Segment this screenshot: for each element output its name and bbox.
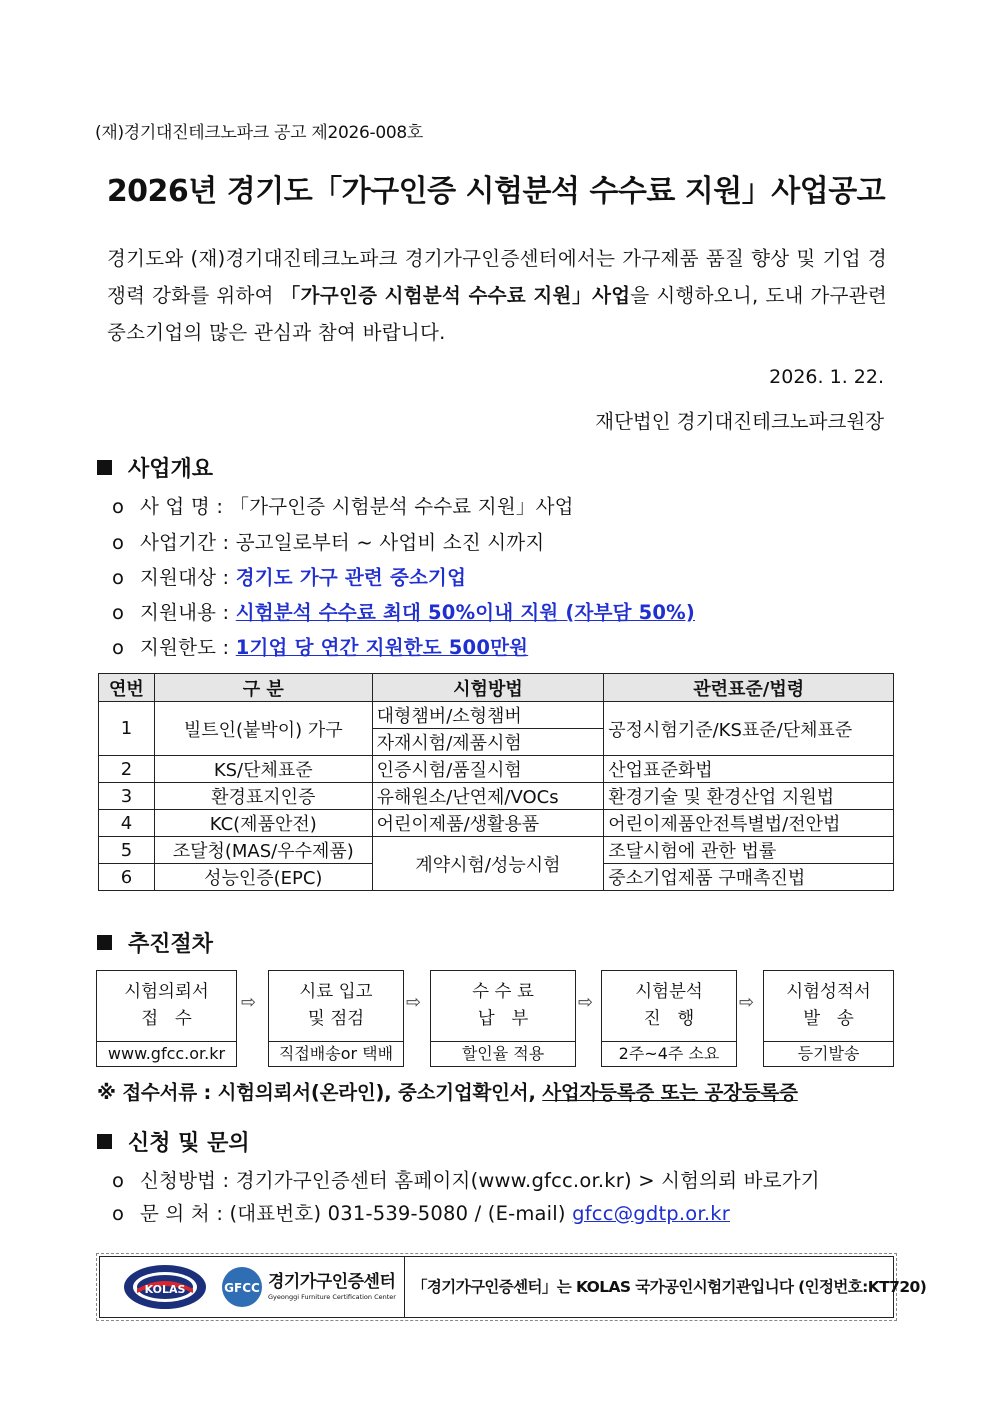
table-row: 1 빌트인(붙박이) 가구 대형챔버/소형챔버 공정시험기준/KS표준/단체표준 xyxy=(99,702,894,729)
arrow-right-icon: ⇨ xyxy=(406,992,422,1013)
footer-banner xyxy=(99,1256,927,1318)
notice-date: 2026. 1. 22. xyxy=(769,366,884,388)
footer-text: 「경기가구인증센터」는 KOLAS 국가공인시험기관입니다 (인정번호:KT720) xyxy=(412,1278,927,1296)
header-no: 연번 xyxy=(99,674,155,702)
required-documents-note: ※ 접수서류 : 시험의뢰서(온라인), 중소기업확인서, 사업자등록증 또는 공장등록증 xyxy=(97,1081,798,1104)
issuer: 재단법인 경기대진테크노파크원장 xyxy=(595,410,884,433)
table-row: 5 조달청(MAS/우수제품) 계약시험/성능시험 조달시험에 관한 법률 xyxy=(99,837,894,864)
page-title: 2026년 경기도「가구인증 시험분석 수수료 지원」사업공고 xyxy=(106,174,886,209)
intro-paragraph xyxy=(107,240,887,351)
target-value: 경기도 가구 관련 중소기업 xyxy=(235,566,467,589)
section-process-title: 추진절차 xyxy=(97,927,213,958)
header-category: 구 분 xyxy=(154,674,372,702)
process-step-3: 수 수 료 납 부 할인율 적용 xyxy=(430,970,576,1067)
gfcc-logo-icon xyxy=(220,1265,264,1309)
kolas-logo xyxy=(122,1263,208,1311)
process-step-5: 시험성적서 발 송 등기발송 xyxy=(763,970,894,1067)
center-name-en: Gyeonggi Furniture Certification Center xyxy=(268,1293,396,1301)
overview-item-limit: o 지원한도 : 1기업 당 연간 지원한도 500만원 xyxy=(112,636,529,659)
section-inquiry-title: 신청 및 문의 xyxy=(97,1126,250,1157)
overview-item-period: o 사업기간 : 공고일로부터 ~ 사업비 소진 시까지 xyxy=(112,531,545,554)
table-row: 4 KC(제품안전) 어린이제품/생활용품 어린이제품안전특별법/전안법 xyxy=(99,810,894,837)
table-row: 자재시험/제품시험 xyxy=(99,729,894,756)
table-row: 2 KS/단체표준 인증시험/품질시험 산업표준화법 xyxy=(99,756,894,783)
svg-text:KOLAS: KOLAS xyxy=(144,1283,186,1296)
overview-item-target: o 지원대상 : 경기도 가구 관련 중소기업 xyxy=(112,566,467,589)
process-step-4: 시험분석 진 행 2주~4주 소요 xyxy=(601,970,737,1067)
center-name: 경기가구인증센터 xyxy=(268,1272,396,1292)
section-overview-title: 사업개요 xyxy=(97,452,213,483)
notice-number: (재)경기대진테크노파크 공고 제2026-008호 xyxy=(95,123,424,143)
header-standard: 관련표준/법령 xyxy=(604,674,894,702)
arrow-right-icon: ⇨ xyxy=(739,992,755,1013)
header-method: 시험방법 xyxy=(372,674,604,702)
limit-value: 1기업 당 연간 지원한도 500만원 xyxy=(235,636,529,659)
table-header-row xyxy=(99,674,894,702)
process-step-2: 시료 입고 및 점검 직접배송or 택배 xyxy=(268,970,404,1067)
square-bullet-icon xyxy=(97,460,112,475)
intro-bold: 「가구인증 시험분석 수수료 지원」사업 xyxy=(280,284,631,307)
intro-text-2: 을 시행하오니, 도내 가구관련 중소기업의 많은 관심과 참여 바랍니다. xyxy=(107,284,888,344)
square-bullet-icon xyxy=(97,1134,112,1149)
square-bullet-icon xyxy=(97,935,112,950)
table-row: 3 환경표지인증 유해원소/난연제/VOCs 환경기술 및 환경산업 지원법 xyxy=(99,783,894,810)
overview-item-name: o 사 업 명 : 「가구인증 시험분석 수수료 지원」사업 xyxy=(112,495,574,518)
inquiry-item-contact: o 문 의 처 : (대표번호) 031-539-5080 / (E-mail) gfcc@gdtp.or.kr xyxy=(112,1202,730,1225)
overview-item-content: o 지원내용 : 시험분석 수수료 최대 50%이내 지원 (자부담 50%) xyxy=(112,601,696,624)
svg-text:GFCC: GFCC xyxy=(224,1281,260,1295)
inquiry-item-method: o 신청방법 : 경기가구인증센터 홈페이지(www.gfcc.or.kr) > 시험의뢰 바로가기 xyxy=(112,1169,820,1192)
email-link[interactable]: gfcc@gdtp.or.kr xyxy=(572,1202,730,1225)
support-table xyxy=(98,673,894,891)
arrow-right-icon: ⇨ xyxy=(241,992,257,1013)
content-value: 시험분석 수수료 최대 50%이내 지원 (자부담 50%) xyxy=(235,601,696,624)
intro-text-1: 경기도와 (재)경기대진테크노파크 경기가구인증센터에서는 가구제품 품질 향상 및 기업 경쟁력 강화를 위하여 xyxy=(107,247,887,307)
process-step-1: 시험의뢰서 접 수 www.gfcc.or.kr xyxy=(96,970,237,1067)
table-row: 6 성능인증(EPC) 중소기업제품 구매촉진법 xyxy=(99,864,894,891)
arrow-right-icon: ⇨ xyxy=(578,992,594,1013)
